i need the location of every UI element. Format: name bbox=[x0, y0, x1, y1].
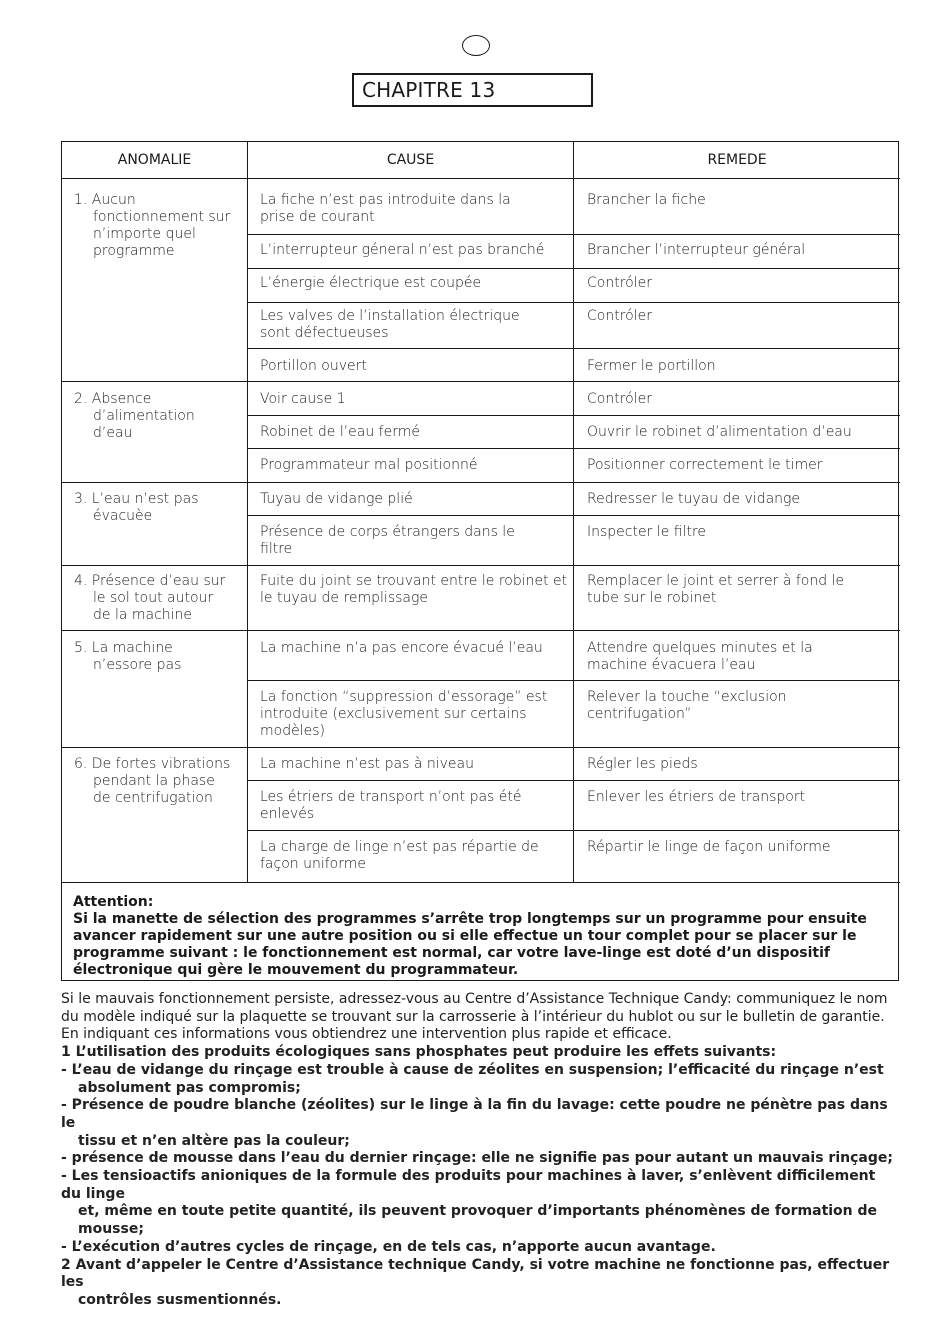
cause-cell: Les valves de l’installation électrique sont défectueuses bbox=[260, 308, 520, 341]
column-divider bbox=[247, 142, 248, 882]
footer-paragraph: Si le mauvais fonctionnement persiste, adressez-vous au Centre d’Assistance Technique Candy: communiquez le nom du modèle indiqué sur la plaquette se trouvant sur la carrosserie à l’intérieur du hublot ou sur le bulletin de garantie. bbox=[61, 991, 888, 1025]
footer-paragraph: En indiquant ces informations vous obtiendrez une intervention plus rapide et efficace. bbox=[61, 1026, 672, 1043]
cause-cell: Tuyau de vidange plié bbox=[260, 491, 413, 507]
column-divider bbox=[573, 142, 574, 882]
remede-cell: Ouvrir le robinet d’alimentation d’eau bbox=[587, 424, 852, 440]
header-remede: REMEDE bbox=[707, 152, 767, 168]
group-divider bbox=[62, 482, 900, 483]
group-divider bbox=[62, 630, 900, 631]
row-divider bbox=[247, 348, 900, 349]
footer-notes bbox=[61, 991, 899, 1310]
footer-bullet: - Présence de poudre blanche (zéolites) sur le linge à la fin du lavage: cette poudre ne pénètre pas dans le bbox=[61, 1097, 888, 1131]
remede-cell: Brancher l’interrupteur général bbox=[587, 242, 806, 258]
cause-cell: Programmateur mal positionné bbox=[260, 457, 478, 473]
remede-cell: Brancher la fiche bbox=[587, 192, 706, 208]
row-divider bbox=[247, 515, 900, 516]
attention-text: Si la manette de sélection des programmes s’arrête trop longtemps sur un programme pour ensuite avancer rapidement sur une autre position ou si elle effectue un tour complet pour se placer sur le programme suivant : le fonctionnement est normal, car votre lave-linge est doté d’un dispositif électronique qui gère le mouvement du programmateur. bbox=[73, 911, 867, 978]
cause-cell: L’énergie électrique est coupée bbox=[260, 275, 482, 291]
cause-cell: La machine n’a pas encore évacué l’eau bbox=[260, 640, 543, 656]
footer-bullet: - L’eau de vidange du rinçage est trouble à cause de zéolites en suspension; l’efficacité du rinçage n’est bbox=[61, 1061, 884, 1078]
group-divider bbox=[62, 565, 900, 566]
footer-bullet: - présence de mousse dans l’eau du dernier rinçage: elle ne signifie pas pour autant un mauvais rinçage; bbox=[61, 1150, 893, 1167]
remede-cell: Positionner correctement le timer bbox=[587, 457, 823, 473]
remede-cell: Enlever les étriers de transport bbox=[587, 789, 806, 805]
header-anomalie: ANOMALIE bbox=[117, 152, 192, 168]
remede-cell: Régler les pieds bbox=[587, 756, 698, 772]
row-divider bbox=[247, 448, 900, 449]
footer-bullet: - L’exécution d’autres cycles de rinçage, en de tels cas, n’apporte aucun avantage. bbox=[61, 1238, 716, 1255]
row-divider bbox=[247, 302, 900, 303]
remede-cell: Fermer le portillon bbox=[587, 358, 716, 374]
anomaly-1: 1. Aucun fonctionnement sur n’importe quel programme bbox=[74, 192, 231, 259]
chapter-title: CHAPITRE 13 bbox=[352, 73, 593, 107]
footer-item-2-cont: contrôles susmentionnés. bbox=[78, 1291, 282, 1308]
language-circle-icon bbox=[462, 35, 490, 56]
troubleshooting-table bbox=[61, 141, 899, 981]
anomaly-6: 6. De fortes vibrations pendant la phase de centrifugation bbox=[74, 756, 231, 806]
cause-cell: Présence de corps étrangers dans le filtre bbox=[260, 524, 515, 557]
remede-cell: Contróler bbox=[587, 391, 652, 407]
row-divider bbox=[247, 268, 900, 269]
row-divider bbox=[247, 415, 900, 416]
header-cause: CAUSE bbox=[386, 152, 435, 168]
row-divider bbox=[247, 234, 900, 235]
cause-cell: Robinet de l’eau fermé bbox=[260, 424, 420, 440]
anomaly-3: 3. L’eau n’est pas évacuèe bbox=[74, 491, 199, 524]
remede-cell: Répartir le linge de façon uniforme bbox=[587, 839, 831, 855]
group-divider bbox=[62, 747, 900, 748]
remede-cell: Contróler bbox=[587, 308, 652, 324]
remede-cell: Inspecter le filtre bbox=[587, 524, 707, 540]
remede-cell: Redresser le tuyau de vidange bbox=[587, 491, 801, 507]
row-divider bbox=[247, 780, 900, 781]
attention-title: Attention: bbox=[73, 894, 154, 910]
cause-cell: La charge de linge n’est pas répartie de façon uniforme bbox=[260, 839, 539, 872]
cause-cell: La fonction “suppression d’essorage” est introduite (exclusivement sur certains modèles) bbox=[260, 689, 548, 739]
remede-cell: Contróler bbox=[587, 275, 652, 291]
row-divider bbox=[247, 830, 900, 831]
group-divider bbox=[62, 381, 900, 382]
cause-cell: Fuite du joint se trouvant entre le robinet et le tuyau de remplissage bbox=[260, 573, 568, 606]
footer-bullet-cont: tissu et n’en altère pas la couleur; bbox=[78, 1132, 350, 1149]
anomaly-5: 5. La machine n’essore pas bbox=[74, 640, 182, 673]
attention-note bbox=[73, 894, 893, 979]
footer-item-2: 2 Avant d’appeler le Centre d’Assistance technique Candy, si votre machine ne fonctionne pas, effectuer les bbox=[61, 1256, 890, 1291]
footer-bullet-cont: absolument pas compromis; bbox=[78, 1079, 301, 1096]
cause-cell: L’interrupteur géneral n’est pas branché bbox=[260, 242, 545, 258]
cause-cell: Les étriers de transport n’ont pas été enlevés bbox=[260, 789, 522, 822]
cause-cell: La fiche n’est pas introduite dans la prise de courant bbox=[260, 192, 511, 225]
anomaly-2: 2. Absence d’alimentation d’eau bbox=[74, 391, 195, 441]
footer-item-1: 1 L’utilisation des produits écologiques sans phosphates peut produire les effets suivants: bbox=[61, 1044, 777, 1061]
cause-cell: Voir cause 1 bbox=[260, 391, 346, 407]
remede-cell: Remplacer le joint et serrer à fond le tube sur le robinet bbox=[587, 573, 845, 606]
footer-bullet: - Les tensioactifs anioniques de la formule des produits pour machines à laver, s’enlèvent difficilement du linge bbox=[61, 1168, 876, 1202]
remede-cell: Attendre quelques minutes et la machine évacuera l’eau bbox=[587, 640, 813, 673]
footer-bullet-cont: et, même en toute petite quantité, ils peuvent provoquer d’importants phénomènes de formation de mousse; bbox=[78, 1203, 878, 1238]
cause-cell: Portillon ouvert bbox=[260, 358, 367, 374]
attention-divider bbox=[62, 882, 900, 883]
cause-cell: La machine n’est pas à niveau bbox=[260, 756, 474, 772]
row-divider bbox=[247, 680, 900, 681]
header-divider bbox=[62, 178, 900, 179]
anomaly-4: 4. Présence d’eau sur le sol tout autour de la machine bbox=[74, 573, 226, 623]
remede-cell: Relever la touche “exclusion centrifugation” bbox=[587, 689, 787, 722]
